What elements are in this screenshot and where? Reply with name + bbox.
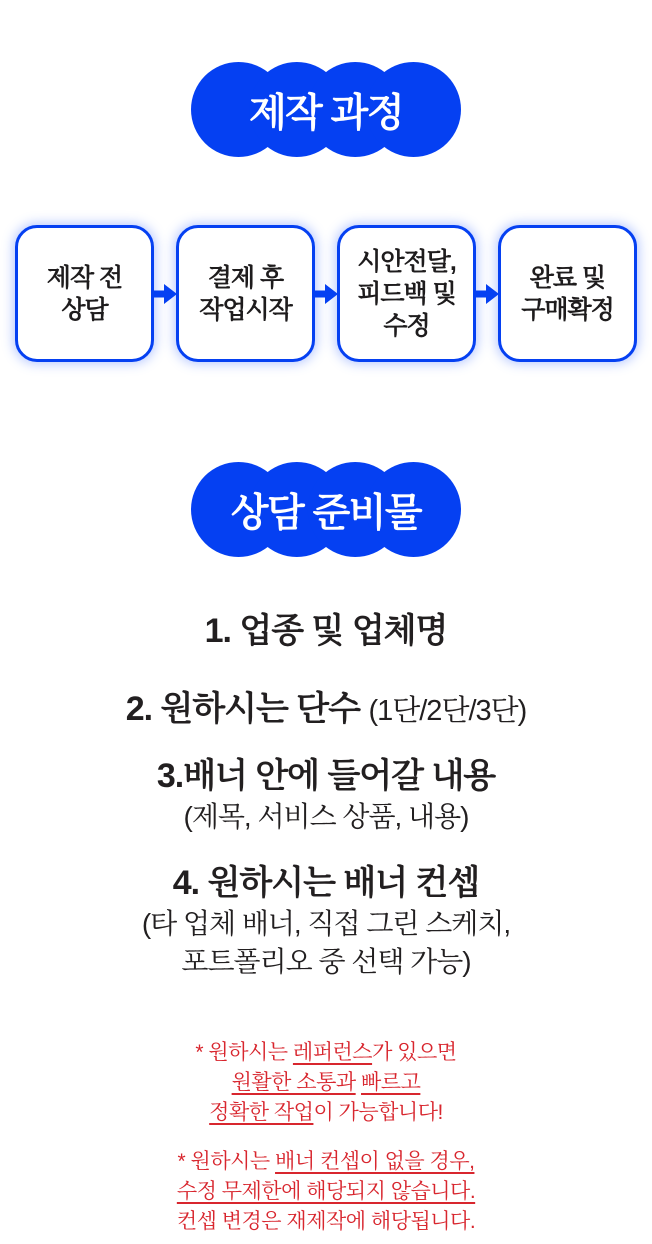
note-text-underlined: 배너 컨셉이 없을 경우,	[275, 1150, 475, 1174]
process-step-2	[176, 225, 315, 362]
note-text: 컨셉 변경은 재제작에 해당됩니다.	[176, 1210, 476, 1234]
note-text-underlined: 수정 무제한에 해당되지 않습니다.	[176, 1180, 476, 1204]
materials-item-3	[0, 757, 652, 834]
materials-item-title: 3.배너 안에 들어갈 내용	[156, 757, 496, 796]
note-text: 이 가능합니다!	[313, 1101, 443, 1125]
materials-item-title: 4. 원하시는 배너 컨셉	[172, 863, 480, 902]
materials-item-note: (제목, 서비스 상품, 내용)	[183, 801, 469, 833]
note-text-underlined: 정확한 작업	[209, 1101, 314, 1125]
note-line	[0, 1177, 652, 1207]
materials-item-title	[0, 690, 652, 729]
note-line	[0, 1038, 652, 1068]
step-label-line: 상담	[61, 295, 108, 324]
arrow-right-icon	[475, 281, 499, 307]
materials-item-title-text: 2. 원하시는 단수	[125, 690, 360, 729]
step-label-line: 피드백 및	[357, 279, 456, 308]
process-section-badge	[191, 62, 461, 157]
materials-item-1	[0, 612, 652, 651]
materials-list	[0, 612, 652, 978]
materials-item-inline-note: (1단/2단/3단)	[368, 695, 527, 728]
process-step-1	[15, 225, 154, 362]
materials-item-note: 포트폴리오 중 선택 가능)	[181, 945, 471, 977]
note-text-underlined: 원활한 소통과	[231, 1071, 356, 1095]
reference-note	[0, 1038, 652, 1128]
step-label-line: 수정	[383, 311, 430, 340]
note-text-underlined: 레퍼런스	[292, 1041, 373, 1065]
note-line	[0, 1098, 652, 1128]
notes-section	[0, 1038, 652, 1237]
materials-item-2	[0, 690, 652, 729]
step-label-line: 시안전달,	[357, 247, 456, 276]
step-label-line: 결제 후	[207, 263, 284, 292]
concept-note	[0, 1147, 652, 1237]
process-step-4	[498, 225, 637, 362]
materials-item-note: (타 업체 배너, 직접 그린 스케치,	[141, 907, 511, 939]
materials-item-4	[0, 864, 652, 978]
process-flow	[0, 225, 652, 362]
note-text: * 원하시는	[177, 1150, 276, 1174]
arrow-right-icon	[153, 281, 177, 307]
step-label-line: 완료 및	[529, 263, 606, 292]
note-line	[0, 1207, 652, 1237]
arrow-right-icon	[314, 281, 338, 307]
note-text-underlined: 빠르고	[361, 1071, 421, 1095]
materials-section-title: 상담 준비물	[230, 491, 422, 535]
note-line	[0, 1068, 652, 1098]
step-label-line: 작업시작	[199, 295, 292, 324]
materials-section-badge	[191, 462, 461, 557]
process-step-3	[337, 225, 476, 362]
materials-item-title: 1. 업종 및 업체명	[204, 612, 448, 650]
note-text: * 원하시는	[195, 1041, 293, 1065]
step-label-line: 구매확정	[521, 295, 614, 324]
note-line	[0, 1147, 652, 1177]
note-text: 가 있으면	[372, 1041, 457, 1065]
step-label-line: 제작 전	[46, 263, 123, 292]
process-section-title: 제작 과정	[248, 91, 404, 135]
